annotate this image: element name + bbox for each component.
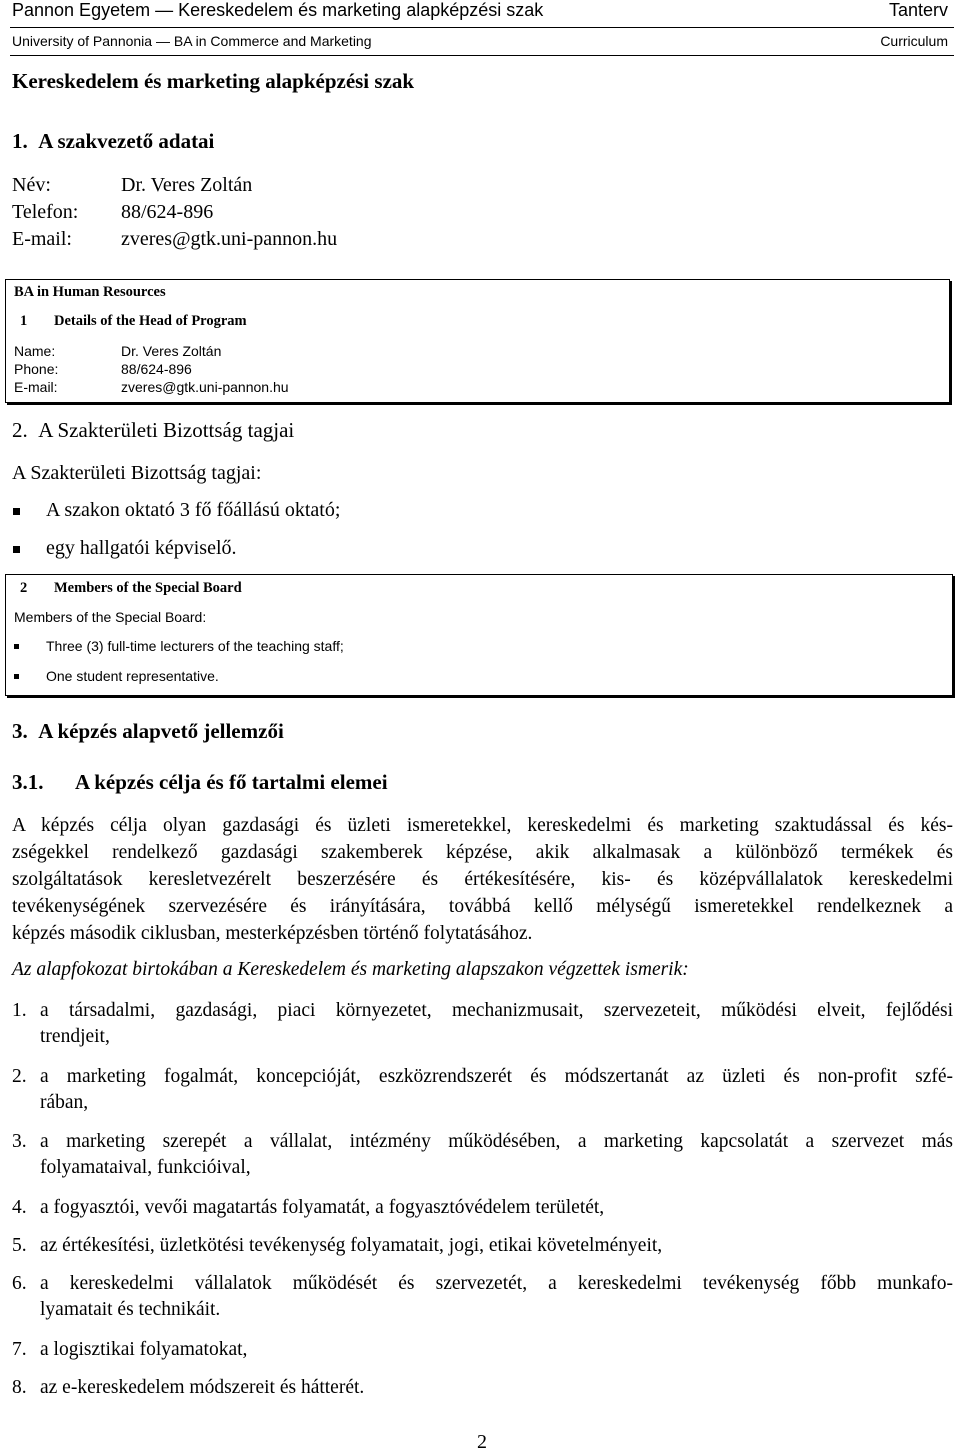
section3-1-number: 3.1.	[12, 770, 44, 794]
competence-intro: Az alapfokozat birtokában a Kereskedelem és marketing alapszakon végzettek ismerik:	[12, 959, 689, 980]
box1-name-value: Dr. Veres Zoltán	[121, 343, 222, 359]
list-item-line: az értékesítési, üzletkötési tevékenység folyamatait, jogi, etikai követelményeit,	[40, 1235, 663, 1256]
list-item-number: 1.	[12, 1000, 27, 1021]
phone-label: Telefon:	[12, 201, 79, 223]
list-item-line: folyamataival, funkcióival,	[40, 1157, 251, 1178]
bullet-icon	[13, 508, 20, 515]
bullet-icon	[14, 674, 19, 679]
list-item-number: 5.	[12, 1235, 27, 1256]
box2-heading: Members of the Special Board	[54, 580, 242, 596]
list-item-line: trendjeit,	[40, 1026, 110, 1047]
header-title-hu: Pannon Egyetem — Kereskedelem és marketing alapképzési szak	[12, 0, 544, 20]
list-item-line: a marketing szerepét a vállalat, intézmény működésében, a marketing kapcsolatát a szervezet más	[40, 1131, 953, 1152]
section2-heading: 2. A Szakterületi Bizottság tagjai	[12, 418, 295, 442]
list-item-line: a társadalmi, gazdasági, piaci környezetet, mechanizmusait, szervezeteit, működési elveit, fejlődési	[40, 1000, 953, 1021]
box1-name-label: Name:	[14, 343, 56, 359]
header-label-hu: Tanterv	[888, 0, 948, 20]
list-item-number: 7.	[12, 1339, 27, 1360]
paragraph-line: zségekkel rendelkező gazdasági szakemberek képzése, akik alkalmasak a különböző termékek és	[12, 842, 953, 863]
list-item-line: lyamatait és technikáit.	[40, 1299, 221, 1320]
section3-1-heading: A képzés célja és fő tartalmi elemei	[75, 770, 388, 794]
list-item-number: 2.	[12, 1066, 27, 1087]
box1-phone-value: 88/624-896	[121, 361, 192, 377]
list-item-number: 8.	[12, 1377, 27, 1398]
name-label: Név:	[12, 174, 51, 196]
paragraph-line: képzés második ciklusban, mesterképzésben történő folytatásához.	[12, 923, 533, 944]
box2-bullet-1: Three (3) full-time lecturers of the teaching staff;	[46, 638, 344, 654]
box2-heading-number: 2	[20, 580, 28, 596]
list-item-number: 6.	[12, 1273, 27, 1294]
list-item-number: 4.	[12, 1197, 27, 1218]
list-item-line: a marketing fogalmát, koncepcióját, eszközrendszerét és módszertanát az üzleti és non-profit szfé-	[40, 1066, 953, 1087]
box1-email-value: zveres@gtk.uni-pannon.hu	[121, 379, 289, 395]
box1-title: BA in Human Resources	[14, 284, 166, 300]
header-divider	[10, 27, 954, 28]
box1-heading: Details of the Head of Program	[54, 313, 247, 329]
section2-intro: A Szakterületi Bizottság tagjai:	[12, 462, 262, 484]
list-item-number: 3.	[12, 1131, 27, 1152]
box1-heading-number: 1	[20, 313, 28, 329]
box2-intro: Members of the Special Board:	[14, 609, 207, 625]
section3-1-paragraph	[12, 812, 953, 947]
email-label: E-mail:	[12, 228, 72, 250]
header-title-en: University of Pannonia — BA in Commerce and Marketing	[12, 33, 372, 49]
list-item-line: az e-kereskedelem módszereit és hátterét.	[40, 1377, 365, 1398]
paragraph-line: tevékenységének szervezésére és irányítására, továbbá kellő mélységű ismeretekkel rendelkeznek a	[12, 896, 953, 917]
list-item-line: a kereskedelmi vállalatok működését és szervezetét, a kereskedelmi tevékenység főbb munkafo-	[40, 1273, 953, 1294]
section1-heading: 1. A szakvezető adatai	[12, 129, 215, 153]
section3-heading: 3. A képzés alapvető jellemzői	[12, 719, 284, 743]
header-label-en: Curriculum	[880, 33, 948, 49]
paragraph-line: szolgáltatások keresletvezérelt beszerzésére és értékesítésére, kis- és középvállalatok kereskedelmi	[12, 869, 953, 890]
email-value: zveres@gtk.uni-pannon.hu	[121, 228, 338, 250]
list-item-line: a logisztikai folyamatokat,	[40, 1339, 248, 1360]
page-number: 2	[477, 1431, 487, 1453]
paragraph-line: A képzés célja olyan gazdasági és üzleti ismeretekkel, kereskedelmi és marketing szaktudással és kés-	[12, 815, 953, 836]
name-value: Dr. Veres Zoltán	[121, 174, 253, 196]
bullet-icon	[13, 546, 20, 553]
box1-email-label: E-mail:	[14, 379, 58, 395]
section2-bullet-2: egy hallgatói képviselő.	[46, 537, 237, 559]
bullet-icon	[14, 644, 19, 649]
header-divider-2	[10, 55, 954, 56]
section2-bullet-1: A szakon oktató 3 fő főállású oktató;	[46, 499, 341, 521]
list-item-line: rában,	[40, 1092, 89, 1113]
box2-bullet-2: One student representative.	[46, 668, 219, 684]
list-item-line: a fogyasztói, vevői magatartás folyamatát, a fogyasztóvédelem területét,	[40, 1197, 605, 1218]
box1-phone-label: Phone:	[14, 361, 59, 377]
phone-value: 88/624-896	[121, 201, 214, 223]
document-title: Kereskedelem és marketing alapképzési szak	[12, 69, 415, 93]
